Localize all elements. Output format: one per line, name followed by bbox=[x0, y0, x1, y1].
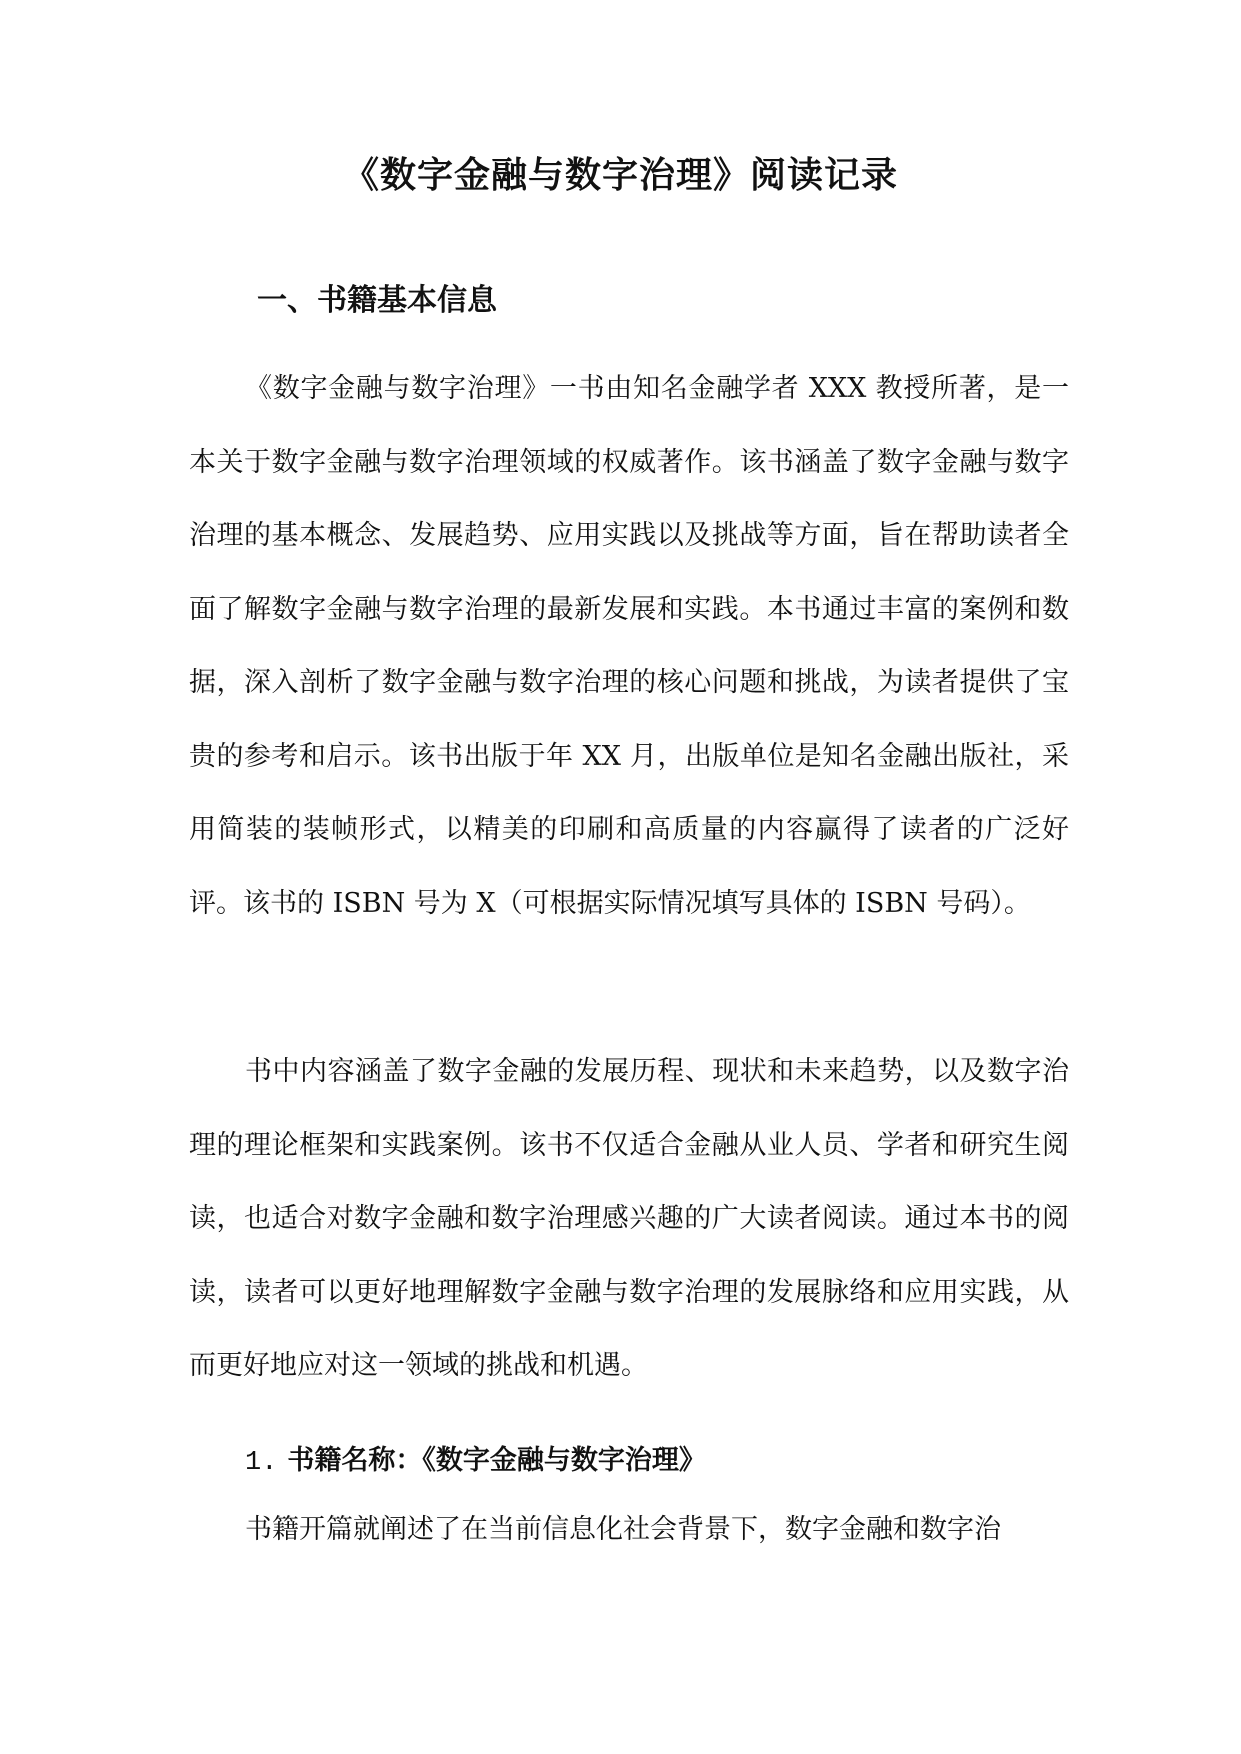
section-heading-book-info: 一、书籍基本信息 bbox=[257, 283, 497, 318]
paragraph-content-overview: 书中内容涵盖了数字金融的发展历程、现状和未来趋势，以及数字治理的理论框架和实践案例。该书不仅适合金融从业人员、学者和研究生阅读，也适合对数字金融和数字治理感兴趣的广大读者阅读。通过本书的阅读，读者可以更好地理解数字金融与数字治理的发展脉络和应用实践，从而更好地应对这一领域的挑战和机遇。 bbox=[189, 1056, 1069, 1381]
subsection-heading-book-name bbox=[245, 1441, 706, 1483]
paragraph-opening-summary: 书籍开篇就阐述了在当前信息化社会背景下，数字金融和数字治 bbox=[245, 1514, 1001, 1545]
document-title: 《数字金融与数字治理》阅读记录 bbox=[342, 155, 898, 196]
subsection-heading-text: 书籍名称：《数字金融与数字治理》 bbox=[287, 1445, 706, 1476]
subsection-number: 1. bbox=[245, 1448, 278, 1478]
paragraph-book-info: 《数字金融与数字治理》一书由知名金融学者 XXX 教授所著，是一本关于数字金融与数字治理领域的权威著作。该书涵盖了数字金融与数字治理的基本概念、发展趋势、应用实践以及挑战等方面，旨在帮助读者全面了解数字金融与数字治理的最新发展和实践。本书通过丰富的案例和数据，深入剖析了数字金融与数字治理的核心问题和挑战，为读者提供了宝贵的参考和启示。该书出版于年 XX 月，出版单位是知名金融出版社，采用简装的装帧形式，以精美的印刷和高质量的内容赢得了读者的广泛好评。该书的 ISBN 号为 X（可根据实际情况填写具体的 ISBN 号码）。 bbox=[189, 373, 1069, 919]
